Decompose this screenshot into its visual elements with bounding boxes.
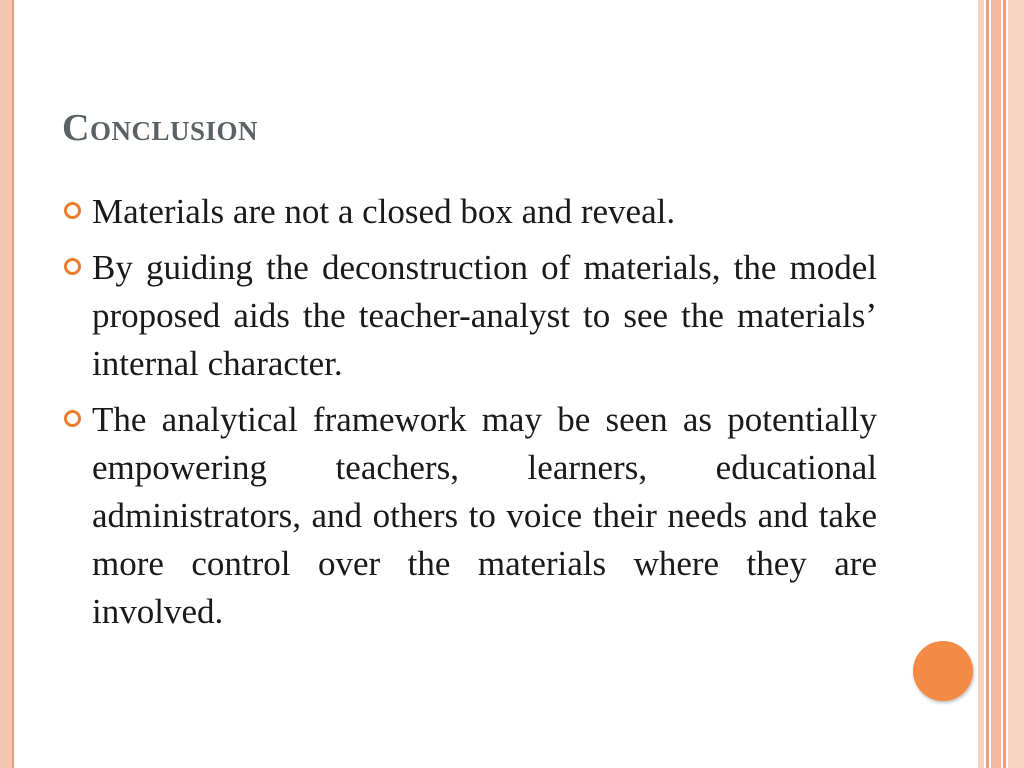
slide-title: Conclusion — [62, 107, 258, 149]
left-border-line — [12, 0, 14, 768]
right-stripe — [986, 0, 989, 768]
bullet-text: The analytical framework may be seen as potentially empowering teachers, learners, educational administrators, and others to voice their needs and take more control over the materials where they are involved. — [92, 400, 877, 631]
right-stripe — [1008, 0, 1024, 768]
bullet-item — [62, 188, 877, 236]
ring-bullet-icon — [64, 258, 81, 275]
circle-nav-icon[interactable] — [913, 641, 973, 701]
bullet-item — [62, 396, 877, 636]
right-stripe — [1003, 0, 1006, 768]
right-stripe — [991, 0, 1001, 768]
bullet-item — [62, 244, 877, 388]
ring-bullet-icon — [64, 202, 81, 219]
ring-bullet-icon — [64, 410, 81, 427]
left-decorative-border — [0, 0, 12, 768]
bullet-text: Materials are not a closed box and reveal. — [92, 192, 676, 231]
right-stripe — [978, 0, 984, 768]
bullet-list — [62, 188, 877, 644]
bullet-text: By guiding the deconstruction of materials, the model proposed aids the teacher-analyst to see the materials’ internal character. — [92, 248, 877, 383]
